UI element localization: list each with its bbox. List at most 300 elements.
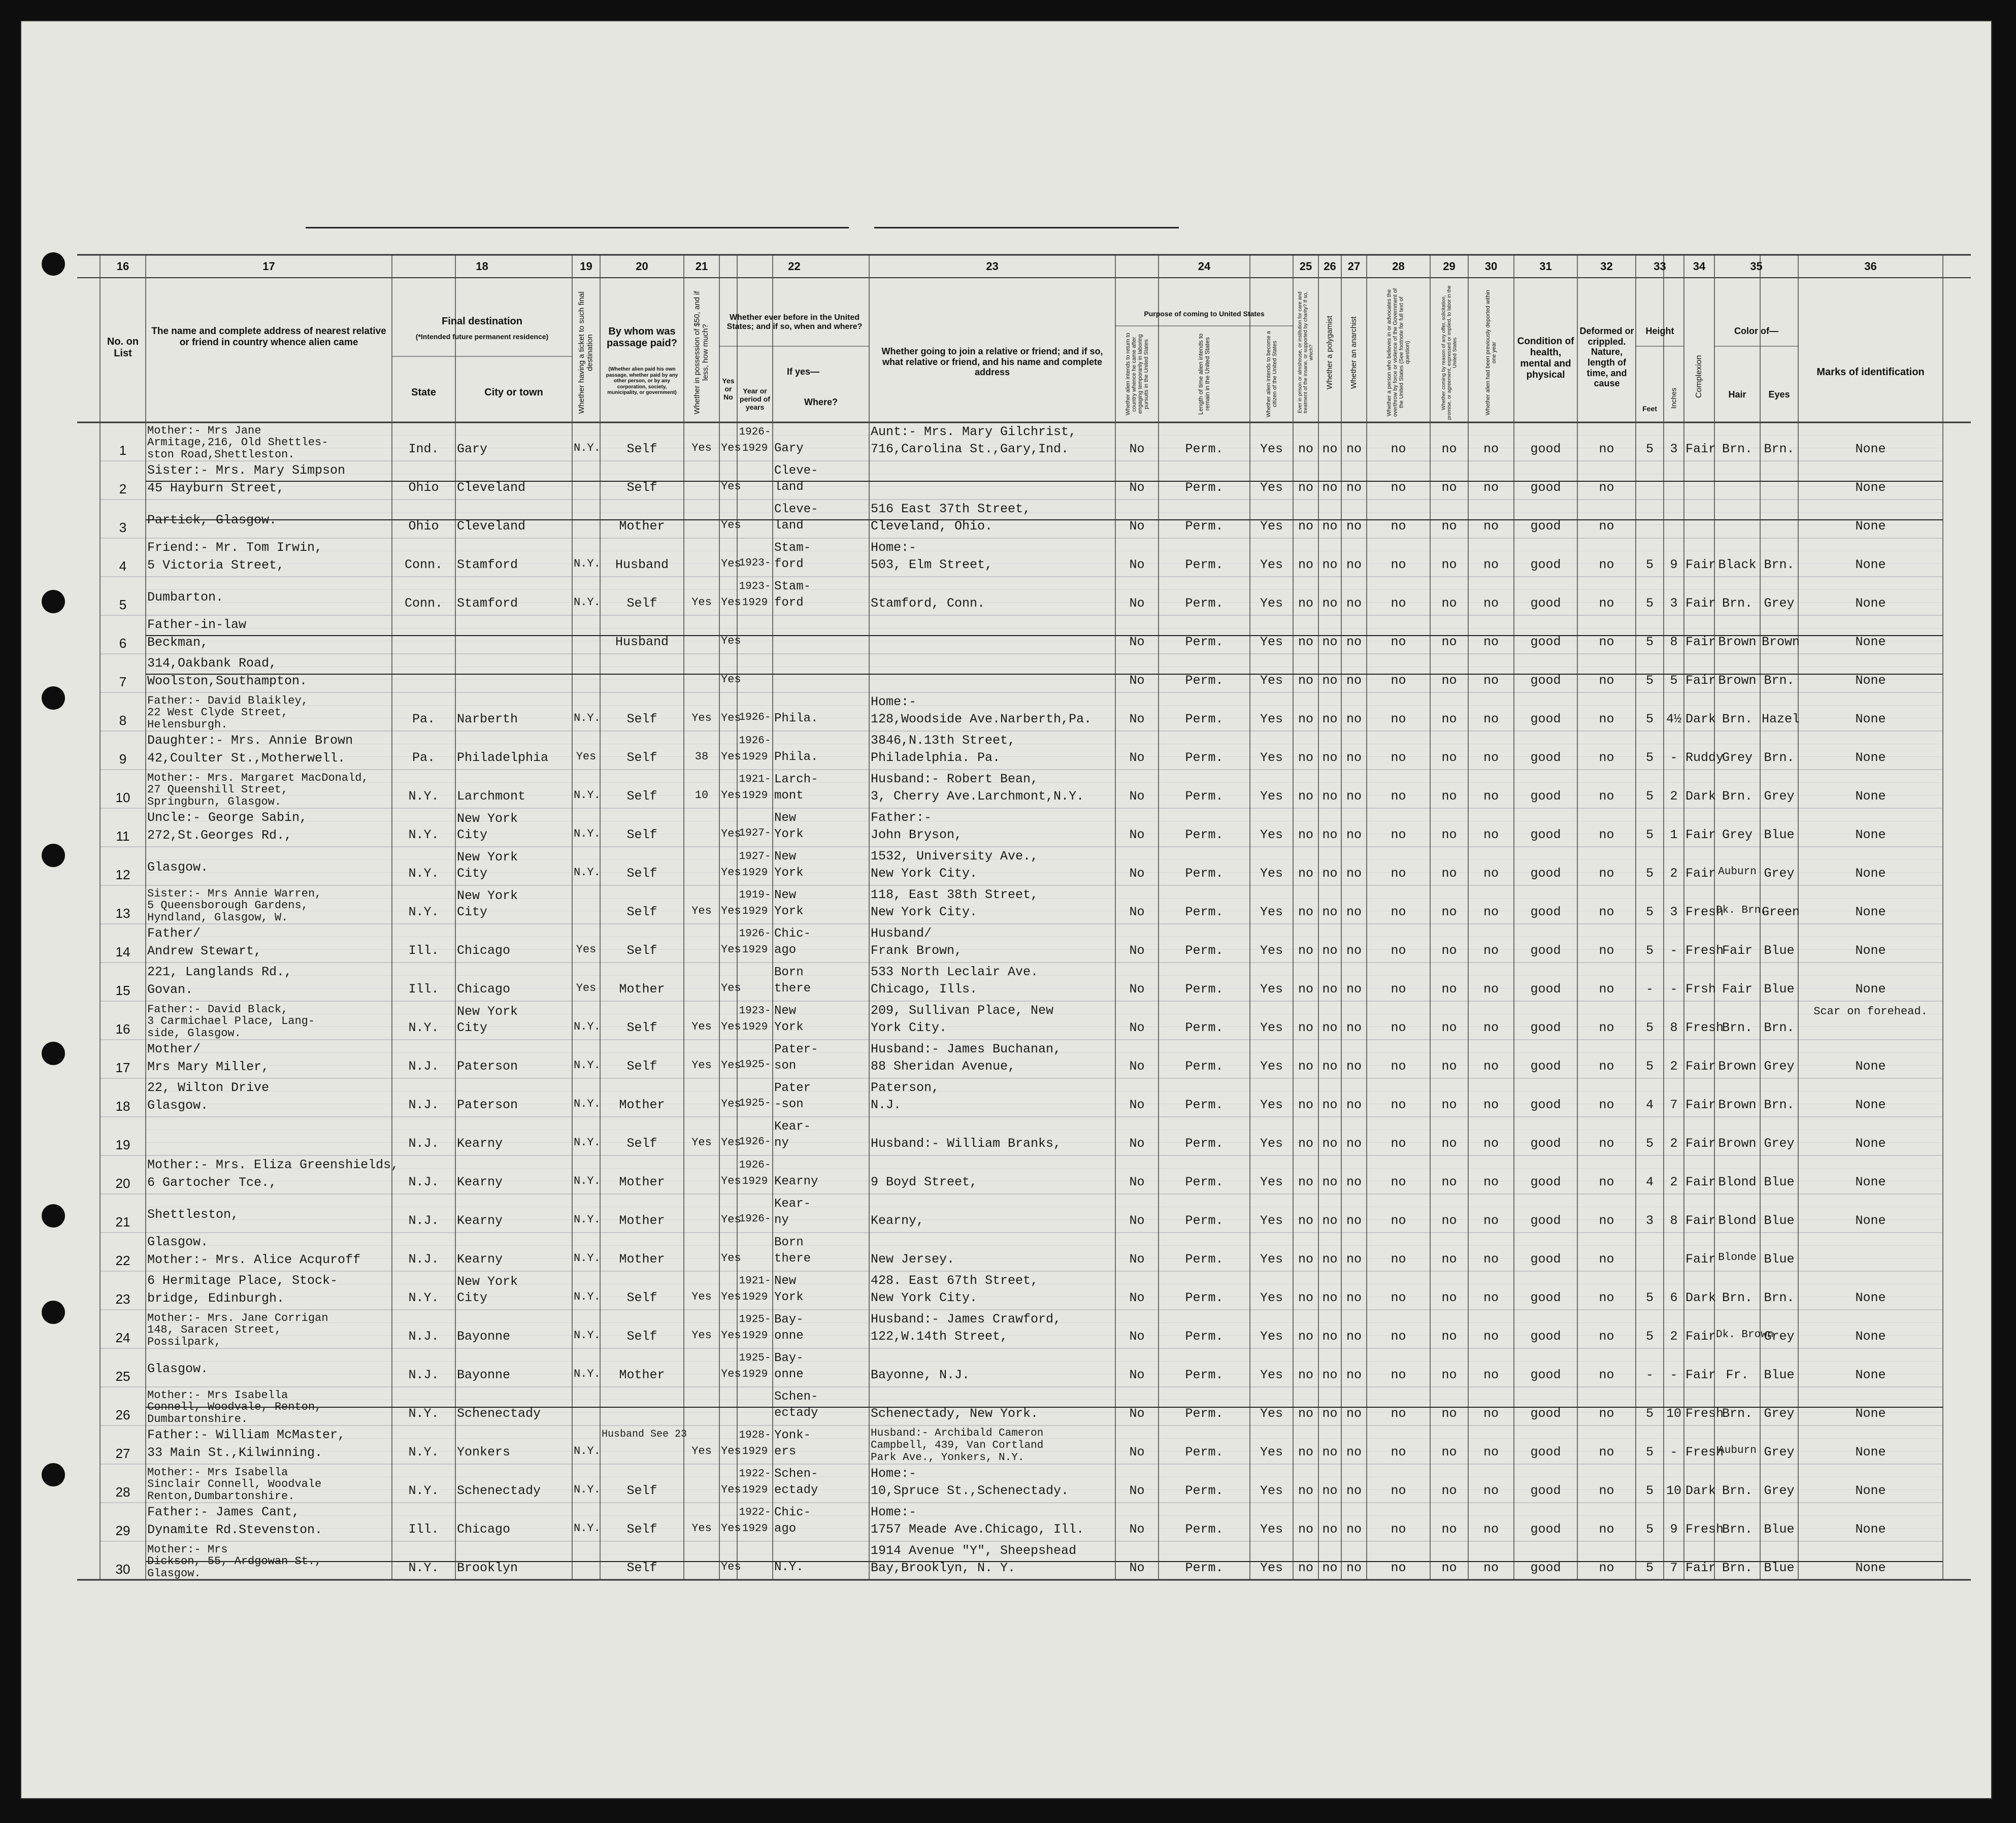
cell-hl: good [1530, 982, 1561, 997]
cell-cx: Fresh [1685, 1522, 1724, 1537]
cell-ret: No [1129, 866, 1145, 881]
cell-q26: no [1322, 905, 1338, 919]
cell-q26: no [1322, 673, 1338, 688]
cell-ft: 5 [1645, 1406, 1654, 1421]
row-number: 6 [119, 636, 127, 651]
cell-paid: Mother [619, 1213, 665, 1228]
cell-hl: good [1530, 1252, 1561, 1267]
cell-where: York [774, 1290, 804, 1304]
cell-city: Chicago [457, 982, 511, 997]
cell-marks: None [1855, 750, 1886, 765]
cell-marks: None [1855, 1483, 1886, 1498]
cell-len: Perm. [1185, 1368, 1224, 1382]
cell-eyes: Blue [1764, 1252, 1795, 1267]
cell-q30: no [1483, 1522, 1499, 1537]
cell-cit: Yes [1260, 442, 1283, 456]
cell-q29: no [1441, 1136, 1457, 1151]
cell-q28: no [1391, 1329, 1406, 1344]
cell-len: Perm. [1185, 673, 1224, 688]
cell-where: Cleve- [774, 464, 818, 478]
cell-where: ers [774, 1445, 797, 1459]
cell-rel: Sister:- Mrs. Mary Simpson [147, 463, 346, 478]
cell-city: Narberth [457, 712, 518, 726]
cell-paid: Mother [619, 1175, 665, 1189]
cell-st: N.J. [408, 1252, 439, 1267]
cell-q26: no [1322, 712, 1338, 726]
cell-q28: no [1391, 1561, 1406, 1575]
column-number: 26 [1324, 260, 1336, 273]
cell-marks: None [1855, 557, 1886, 572]
cell-q28: no [1391, 1445, 1406, 1460]
cell-q30: no [1483, 673, 1499, 688]
cell-rel: Father-in-law [147, 617, 247, 632]
column-number: 28 [1392, 260, 1405, 273]
cell-bef: Yes [721, 1136, 741, 1149]
cell-cit: Yes [1260, 1483, 1283, 1498]
column-header: Whether alien had been previously deported within one year [1484, 289, 1497, 416]
cell-hl: good [1530, 712, 1561, 726]
cell-ret: No [1129, 827, 1145, 842]
cell-def: no [1599, 1368, 1614, 1382]
cell-q30: no [1483, 1252, 1499, 1267]
row-number: 15 [115, 983, 130, 998]
column-number: 34 [1693, 260, 1706, 273]
cell-in: 6 [1670, 1290, 1678, 1305]
cell-q27: no [1346, 982, 1362, 997]
cell-st: N.J. [408, 1329, 439, 1344]
cell-marks: None [1855, 1329, 1886, 1344]
cell-bef: Yes [721, 712, 741, 724]
cell-cash: 38 [695, 750, 709, 763]
row-number: 1 [119, 443, 127, 458]
cell-q26: no [1322, 1136, 1338, 1151]
cell-eyes: Blue [1764, 1561, 1795, 1575]
cell-marks: None [1855, 673, 1886, 688]
cell-q26: no [1322, 557, 1338, 572]
cell-bef: Yes [721, 827, 741, 840]
cell-q30: no [1483, 827, 1499, 842]
cell-eyes: Blue [1764, 982, 1795, 997]
cell-where: onne [774, 1368, 804, 1381]
cell-cx: Fresh [1685, 905, 1724, 919]
cell-q25: no [1298, 557, 1313, 572]
cell-hl: good [1530, 1175, 1561, 1189]
cell-join: 128,Woodside Ave.Narberth,Pa. [871, 712, 1092, 726]
cell-q27: no [1346, 905, 1362, 919]
cell-city: Kearny [457, 1136, 503, 1151]
cell-q29: no [1441, 1020, 1457, 1035]
cell-q26: no [1322, 480, 1338, 495]
cell-st: Ohio [408, 480, 439, 495]
cell-def: no [1599, 1175, 1614, 1189]
cell-q27: no [1346, 789, 1362, 804]
cell-paid: Self [626, 1059, 657, 1074]
cell-bef: Yes [721, 1175, 741, 1187]
cell-q29: no [1441, 1098, 1457, 1112]
cell-st: Pa. [412, 712, 435, 726]
cell-in: 2 [1670, 1175, 1678, 1189]
cell-paid: Self [626, 480, 657, 495]
cell-q27: no [1346, 1483, 1362, 1498]
cell-q30: no [1483, 1483, 1499, 1498]
cell-len: Perm. [1185, 866, 1224, 881]
cell-q30: no [1483, 1098, 1499, 1112]
column-number: 19 [580, 260, 592, 273]
cell-rel: 272,St.Georges Rd., [147, 828, 292, 843]
cell-cx: Fair [1685, 635, 1716, 649]
column-header: State [411, 387, 436, 398]
column-number: 20 [636, 260, 648, 273]
cell-q30: no [1483, 905, 1499, 919]
cell-where: ny [774, 1136, 789, 1150]
cell-rel: Mother/ [147, 1042, 201, 1056]
cell-city: City [457, 905, 488, 919]
cell-ft: 5 [1645, 673, 1654, 688]
cell-cash: Yes [691, 712, 712, 724]
cell-ret: No [1129, 943, 1145, 958]
cell-join: 503, Elm Street, [871, 557, 993, 572]
cell-yrs: 1927- [739, 851, 771, 863]
column-header: Whether ever before in the United States; and if so, when and where? [726, 313, 863, 332]
cell-in: 10 [1666, 1406, 1681, 1421]
cell-city: Chicago [457, 1522, 511, 1537]
cell-q28: no [1391, 635, 1406, 649]
cell-paid: Self [626, 789, 657, 804]
cell-q25: no [1298, 750, 1313, 765]
cell-where: Kearny [774, 1175, 818, 1188]
cell-join: 122,W.14th Street, [871, 1329, 1008, 1344]
cell-def: no [1599, 827, 1614, 842]
cell-where: Phila. [774, 750, 818, 764]
cell-join: Kearny, [871, 1213, 924, 1228]
cell-bef: Yes [721, 1059, 741, 1072]
cell-def: no [1599, 442, 1614, 456]
column-header: Deformed or crippled. Nature, length of time, and cause [1579, 326, 1634, 389]
cell-def: no [1599, 1059, 1614, 1074]
cell-cx: Fresh [1685, 943, 1724, 958]
cell-cash: Yes [691, 1329, 712, 1342]
cell-len: Perm. [1185, 905, 1224, 919]
cell-paid: Self [626, 750, 657, 765]
cell-city: Philadelphia [457, 750, 549, 765]
cell-cit: Yes [1260, 1252, 1283, 1267]
cell-yrs: 1929 [742, 906, 768, 917]
cell-tkt: N.Y. [574, 596, 601, 609]
cell-q29: no [1441, 1290, 1457, 1305]
cell-rel: Beckman, [147, 635, 209, 650]
cell-eyes: Grey [1764, 596, 1795, 611]
cell-tkt: N.Y. [574, 1175, 601, 1187]
row-number: 3 [119, 520, 127, 535]
column-header: Whether a person who believes in or advocates the overthrow by force or violence of the Government of the United States (See footnote for full text of question) [1386, 288, 1411, 417]
cell-q26: no [1322, 943, 1338, 958]
column-header: Complexion [1695, 355, 1704, 399]
cell-yrs: 1929 [742, 790, 768, 802]
cell-cit: Yes [1260, 1290, 1283, 1305]
cell-marks: None [1855, 1368, 1886, 1382]
cell-cit: Yes [1260, 557, 1283, 572]
cell-q30: no [1483, 557, 1499, 572]
cell-tkt: N.Y. [574, 1329, 601, 1342]
cell-q30: no [1483, 442, 1499, 456]
cell-q30: no [1483, 943, 1499, 958]
cell-q27: no [1346, 557, 1362, 572]
cell-cx: Fair [1685, 1368, 1716, 1382]
cell-bef: Yes [721, 789, 741, 802]
cell-bef: Yes [721, 635, 741, 647]
cell-rel: Daughter:- Mrs. Annie Brown [147, 733, 353, 748]
cell-q27: no [1346, 750, 1362, 765]
cell-where: Chic- [774, 1506, 811, 1519]
cell-bef: Yes [721, 596, 741, 609]
cell-city: Kearny [457, 1252, 503, 1267]
cell-len: Perm. [1185, 1561, 1224, 1575]
cell-q30: no [1483, 1175, 1499, 1189]
cell-city: Brooklyn [457, 1561, 518, 1575]
cell-q29: no [1441, 866, 1457, 881]
column-header: City or town [484, 387, 543, 398]
cell-where: Yonk- [774, 1429, 811, 1442]
row-number: 21 [115, 1214, 130, 1230]
column-number: 16 [116, 260, 129, 273]
cell-rel: Friend:- Mr. Tom Irwin, [147, 540, 323, 555]
cell-hair: Brn. [1722, 712, 1753, 726]
cell-q25: no [1298, 1368, 1313, 1382]
cell-q30: no [1483, 1020, 1499, 1035]
cell-q30: no [1483, 519, 1499, 534]
cell-city: Cleveland [457, 480, 526, 495]
cell-cit: Yes [1260, 1098, 1283, 1112]
cell-q25: no [1298, 1522, 1313, 1537]
cell-ft: 5 [1645, 1561, 1654, 1575]
cell-len: Perm. [1185, 1020, 1224, 1035]
cell-rel: Sinclair Connell, Woodvale [147, 1478, 322, 1491]
column-header: Inches [1669, 387, 1678, 409]
cell-city: New York [457, 811, 518, 826]
cell-st: N.J. [408, 1098, 439, 1112]
cell-q29: no [1441, 712, 1457, 726]
cell-tkt: N.Y. [574, 1290, 601, 1303]
column-header: Color of— [1734, 326, 1778, 336]
column-header: Whether in possession of $50, and if less, how much? [692, 291, 710, 414]
cell-q28: no [1391, 1406, 1406, 1421]
cell-cit: Yes [1260, 1020, 1283, 1035]
cell-cx: Fair [1685, 673, 1716, 688]
cell-cx: Fair [1685, 1561, 1716, 1575]
cell-hair: Fr. [1726, 1368, 1749, 1382]
cell-where: ford [774, 596, 804, 610]
cell-q27: no [1346, 1136, 1362, 1151]
cell-city: Bayonne [457, 1368, 511, 1382]
cell-rel: 6 Hermitage Place, Stock- [147, 1273, 338, 1288]
cell-ret: No [1129, 905, 1145, 919]
cell-q29: no [1441, 673, 1457, 688]
cell-st: Ohio [408, 519, 439, 534]
cell-rel: Renton,Dumbartonshire. [147, 1489, 295, 1503]
cell-city: City [457, 827, 488, 842]
cell-in: 3 [1670, 905, 1678, 919]
cell-city: New York [457, 1274, 518, 1289]
cell-hair: Auburn [1718, 1445, 1757, 1456]
cell-cash: Yes [691, 1522, 712, 1535]
cell-len: Perm. [1185, 1213, 1224, 1228]
cell-q28: no [1391, 789, 1406, 804]
cell-join: N.J. [871, 1098, 902, 1112]
cell-q29: no [1441, 750, 1457, 765]
cell-rel: 22, Wilton Drive [147, 1080, 270, 1095]
column-header: Whether going to join a relative or friend; and if so, what relative or friend, and his name and complete address [881, 346, 1103, 378]
cell-ret: No [1129, 673, 1145, 688]
cell-len: Perm. [1185, 1445, 1224, 1460]
cell-q29: no [1441, 442, 1457, 456]
row-number: 18 [115, 1099, 130, 1114]
cell-q27: no [1346, 442, 1362, 456]
cell-ret: No [1129, 519, 1145, 534]
cell-cit: Yes [1260, 943, 1283, 958]
cell-rel: 45 Hayburn Street, [147, 481, 285, 495]
cell-def: no [1599, 712, 1614, 726]
cell-rel: Springburn, Glasgow. [147, 795, 282, 808]
cell-len: Perm. [1185, 1098, 1224, 1112]
row-number: 9 [119, 751, 127, 767]
cell-cx: Ruddy [1685, 750, 1724, 765]
cell-hl: good [1530, 1368, 1561, 1382]
cell-q25: no [1298, 480, 1313, 495]
cell-tkt: N.Y. [574, 1368, 601, 1380]
cell-hair: Fair [1722, 982, 1753, 997]
cell-marks: None [1855, 712, 1886, 726]
cell-paid: Mother [619, 1098, 665, 1112]
cell-bef: Yes [721, 1290, 741, 1303]
cell-ret: No [1129, 1406, 1145, 1421]
cell-cit: Yes [1260, 1445, 1283, 1460]
cell-rel: Mother:- Mrs. Margaret MacDonald, [147, 772, 369, 784]
cell-q25: no [1298, 1059, 1313, 1074]
cell-hl: good [1530, 1406, 1561, 1421]
cell-rel: Mother:- Mrs. Eliza Greenshields, [147, 1157, 399, 1172]
column-header: Where? [804, 397, 838, 407]
cell-tkt: Yes [576, 982, 597, 995]
cell-q27: no [1346, 1368, 1362, 1382]
cell-paid: Mother [619, 1252, 665, 1267]
cell-yrs: 1926- [739, 1159, 771, 1171]
cell-city: Paterson [457, 1098, 518, 1112]
column-number: 31 [1539, 260, 1552, 273]
column-header: (Whether alien paid his own passage, whether paid by any other person, or by any corporation, society, municipality, or government) [606, 367, 678, 395]
cell-eyes: Brn. [1764, 1020, 1795, 1035]
cell-ret: No [1129, 1252, 1145, 1267]
cell-st: N.Y. [408, 1290, 439, 1305]
cell-bef: Yes [721, 1252, 741, 1265]
column-number: 21 [695, 260, 708, 273]
cell-q29: no [1441, 1175, 1457, 1189]
cell-eyes: Blue [1764, 1175, 1795, 1189]
cell-where: York [774, 905, 804, 918]
cell-rel: Mother:- Mrs Isabella [147, 1389, 288, 1402]
cell-paid: Self [626, 905, 657, 919]
cell-eyes: Grey [1764, 1406, 1795, 1421]
cell-in: - [1670, 750, 1678, 765]
cell-q29: no [1441, 635, 1457, 649]
cell-eyes: Grey [1764, 1329, 1795, 1344]
cell-in: 2 [1670, 866, 1678, 881]
cell-tkt: N.Y. [574, 1483, 601, 1496]
column-header: Ever in prison or almshouse, or institution for care and treatment of the insane, or supported by charity? If so, which? [1297, 291, 1314, 414]
cell-bef: Yes [721, 1020, 741, 1033]
cell-city: City [457, 1290, 488, 1305]
cell-st: N.Y. [408, 1483, 439, 1498]
cell-def: no [1599, 596, 1614, 611]
cell-q27: no [1346, 827, 1362, 842]
cell-q29: no [1441, 1368, 1457, 1382]
cell-yrs: 1922- [739, 1468, 771, 1480]
cell-ft: 5 [1645, 1522, 1654, 1537]
cell-q25: no [1298, 1213, 1313, 1228]
cell-ret: No [1129, 1098, 1145, 1112]
cell-where: Bay- [774, 1313, 804, 1327]
cell-yrs: 1926- [739, 1213, 771, 1225]
cell-yrs: 1927- [739, 827, 771, 839]
cell-hair: Auburn [1718, 866, 1757, 878]
cell-yrs: 1929 [742, 944, 768, 956]
cell-hl: good [1530, 1483, 1561, 1498]
cell-st: N.Y. [408, 1445, 439, 1460]
cell-marks: None [1855, 982, 1886, 997]
cell-q30: no [1483, 1329, 1499, 1344]
cell-ft: 5 [1645, 1020, 1654, 1035]
cell-rel: 5 Queensborough Gardens, [147, 899, 308, 912]
cell-eyes: Grey [1764, 866, 1795, 881]
cell-yrs: 1926- [739, 735, 771, 747]
cell-where: Bay- [774, 1351, 804, 1365]
cell-len: Perm. [1185, 943, 1224, 958]
cell-join: Home:- [871, 694, 917, 709]
cell-q25: no [1298, 1098, 1313, 1112]
cell-ret: No [1129, 1445, 1145, 1460]
cell-rel: Shettleston, [147, 1207, 239, 1222]
cell-ret: No [1129, 1561, 1145, 1575]
cell-q29: no [1441, 943, 1457, 958]
cell-join: Husband:- James Buchanan, [871, 1042, 1062, 1056]
cell-tkt: Yes [576, 943, 597, 956]
column-header: Whether a polygamist [1325, 315, 1334, 390]
cell-city: Gary [457, 442, 488, 456]
column-header: By whom was passage paid? [607, 326, 677, 349]
cell-tkt: N.Y. [574, 712, 601, 724]
cell-cx: Fair [1685, 1098, 1716, 1112]
cell-hl: good [1530, 1098, 1561, 1112]
cell-city: Stamford [457, 596, 518, 611]
cell-where: Kear- [774, 1120, 811, 1134]
cell-q30: no [1483, 1213, 1499, 1228]
cell-rel: Connell, Woodvale, Renton, [147, 1401, 322, 1414]
cell-in: - [1670, 943, 1678, 958]
cell-hair: Brown [1718, 673, 1757, 688]
cell-hl: good [1530, 673, 1561, 688]
cell-def: no [1599, 1483, 1614, 1498]
cell-city: Stamford [457, 557, 518, 572]
cell-join: 118, East 38th Street, [871, 887, 1039, 902]
cell-join: Bayonne, N.J. [871, 1368, 970, 1382]
cell-ft: - [1645, 982, 1654, 997]
cell-cit: Yes [1260, 1213, 1283, 1228]
cell-hl: good [1530, 750, 1561, 765]
cell-yrs: 1925- [739, 1314, 771, 1325]
cell-cx: Fair [1685, 1252, 1716, 1267]
cell-bef: Yes [721, 750, 741, 763]
cell-q30: no [1483, 750, 1499, 765]
cell-hl: good [1530, 635, 1561, 649]
